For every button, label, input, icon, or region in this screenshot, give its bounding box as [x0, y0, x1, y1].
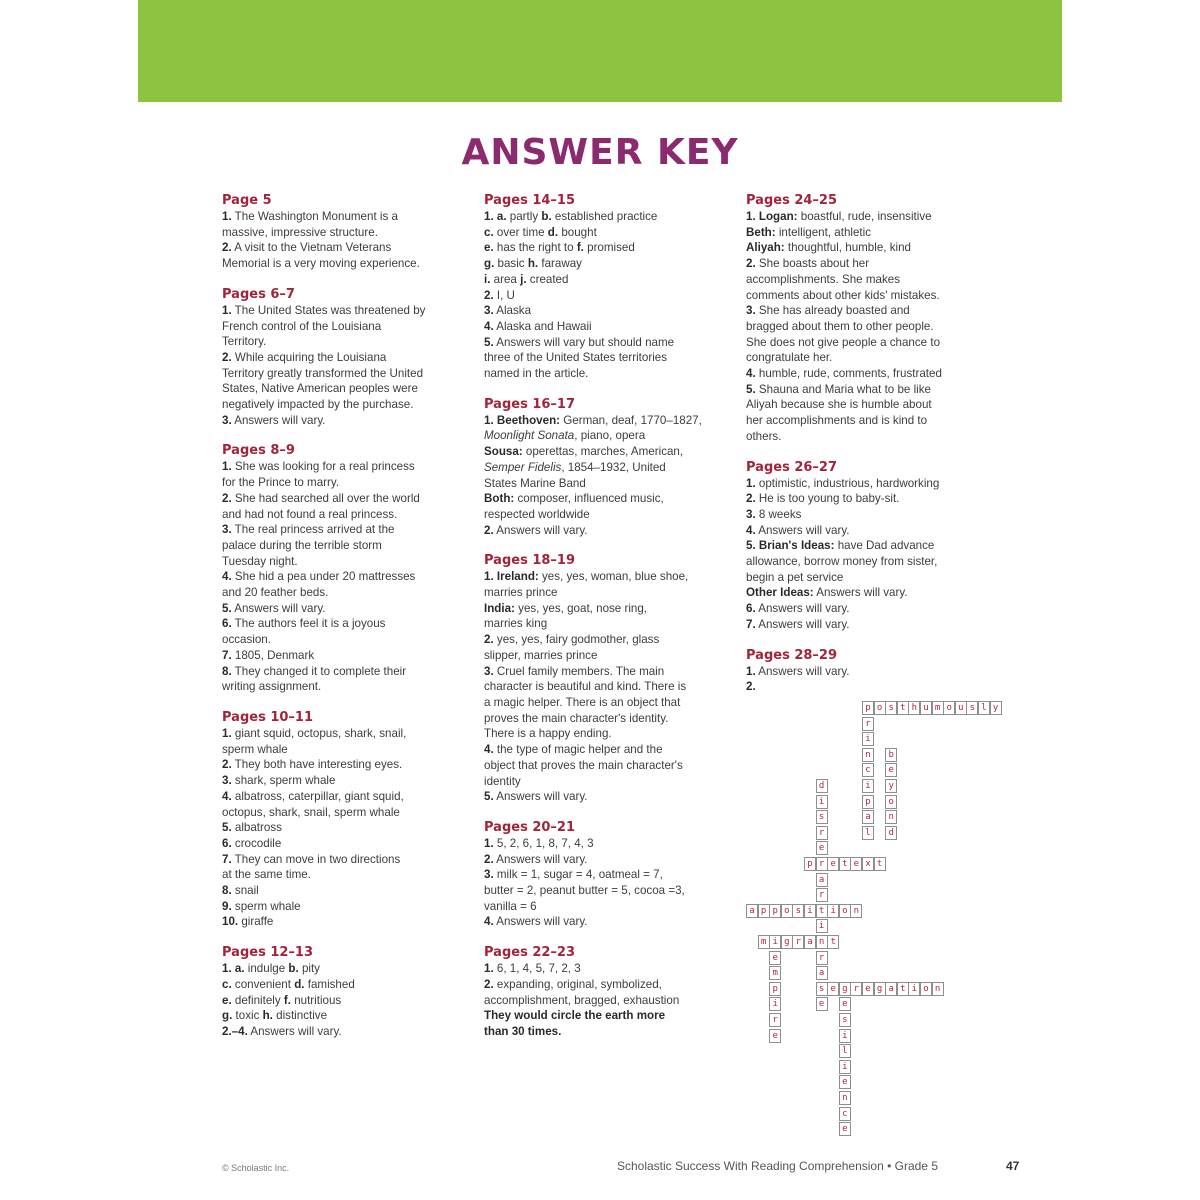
section-heading: Pages 24–25: [746, 193, 838, 208]
answer-line: her accomplishments and is kind to: [746, 414, 928, 428]
answer-line: 2. He is too young to baby-sit.: [746, 492, 900, 506]
section-heading: Pages 26–27: [746, 459, 838, 475]
answer-line: 3. Answers will vary.: [222, 413, 326, 427]
crossword-cell: s: [816, 810, 828, 824]
page-number: 47: [1006, 1159, 1020, 1173]
answer-section: [222, 442, 462, 695]
crossword-cell: i: [862, 779, 874, 793]
crossword-cell: e: [827, 857, 839, 871]
crossword-cell: m: [758, 935, 770, 949]
answer-line: 4. Answers will vary.: [746, 523, 850, 537]
answer-line: 10. giraffe: [222, 915, 274, 929]
answer-line: butter = 2, peanut butter = 5, cocoa =3,: [484, 884, 685, 898]
section-heading: Pages 22–23: [484, 945, 576, 961]
answer-line: Territory greatly transformed the United: [222, 366, 424, 380]
answer-section: [222, 944, 462, 1040]
answer-line: 1. 5, 2, 6, 1, 8, 7, 4, 3: [484, 836, 594, 850]
answer-line: 2. They both have interesting eyes.: [222, 758, 403, 772]
crossword-cell: s: [966, 701, 978, 715]
answer-line: 4. Answers will vary.: [484, 915, 588, 929]
answer-line: respected worldwide: [484, 507, 590, 521]
answer-line: French control of the Louisiana: [222, 319, 382, 333]
answer-line: 7. 1805, Denmark: [222, 648, 315, 662]
answer-line: 1. giant squid, octopus, shark, snail,: [222, 726, 407, 740]
answer-line: others.: [746, 429, 782, 443]
answer-line: 8. snail: [222, 884, 259, 898]
crossword-cell: l: [978, 701, 990, 715]
crossword-cell: p: [769, 982, 781, 996]
crossword-cell: p: [769, 904, 781, 918]
answer-section: [484, 552, 724, 805]
crossword-cell: s: [816, 982, 828, 996]
answer-line: three of the United States territories: [484, 351, 668, 365]
crossword-cell: i: [769, 997, 781, 1011]
crossword-cell: a: [816, 873, 828, 887]
answer-section: [746, 647, 982, 695]
answer-column-2: [484, 192, 724, 1054]
crossword-cell: e: [839, 1075, 851, 1089]
answer-line: object that proves the main character's: [484, 758, 683, 772]
crossword-cell: r: [816, 857, 828, 871]
answer-section: [222, 192, 462, 272]
answer-section: [746, 459, 982, 633]
section-heading: Pages 8–9: [222, 443, 295, 459]
answer-line: 5. Shauna and Maria what to be like: [746, 382, 931, 396]
answer-line: 2. She boasts about her: [746, 257, 870, 271]
answer-line: 7. Answers will vary.: [746, 617, 850, 631]
answer-line: palace during the terrible storm: [222, 538, 382, 552]
answer-line: begin a pet service: [746, 570, 844, 584]
answer-line: slipper, marries prince: [484, 648, 598, 662]
answer-line: She does not give people a chance to: [746, 335, 941, 349]
answer-line: Aliyah because she is humble about: [746, 398, 932, 412]
crossword-cell: a: [816, 966, 828, 980]
answer-line: 1. a. indulge b. pity: [222, 962, 320, 976]
crossword-cell: b: [885, 748, 897, 762]
crossword-cell: e: [816, 841, 828, 855]
copyright-notice: © Scholastic Inc.: [222, 1163, 290, 1173]
crossword-cell: d: [885, 826, 897, 840]
answer-line: 3. shark, sperm whale: [222, 774, 336, 788]
answer-line: 1. The Washington Monument is a: [222, 210, 398, 223]
answer-line: a magic helper. There is an object that: [484, 695, 681, 709]
answer-line: 3. milk = 1, sugar = 4, oatmeal = 7,: [484, 868, 663, 882]
answer-line: 5. Answers will vary.: [484, 790, 588, 804]
answer-line: 4. She hid a pea under 20 mattresses: [222, 570, 416, 584]
crossword-cell: i: [769, 935, 781, 949]
answer-line: marries prince: [484, 586, 558, 600]
section-heading: Pages 18–19: [484, 553, 576, 569]
crossword-cell: r: [816, 888, 828, 902]
answer-line: writing assignment.: [222, 680, 322, 694]
answer-line: identity: [484, 774, 521, 788]
crossword-cell: t: [897, 982, 909, 996]
crossword-cell: r: [769, 1013, 781, 1027]
crossword-cell: p: [758, 904, 770, 918]
crossword-cell: r: [850, 982, 862, 996]
answer-line: Semper Fidelis, 1854–1932, United: [484, 460, 666, 474]
answer-line: 5. albatross: [222, 821, 282, 835]
crossword-cell: e: [827, 982, 839, 996]
crossword-cell: i: [908, 982, 920, 996]
section-heading: Pages 14–15: [484, 193, 576, 208]
crossword-cell: o: [920, 982, 932, 996]
answer-line: 6. The authors feel it is a joyous: [222, 617, 386, 631]
answer-line: g. basic h. faraway: [484, 257, 582, 271]
crossword-cell: i: [827, 904, 839, 918]
crossword-cell: c: [839, 1107, 851, 1121]
answer-line: negatively impacted by the purchase.: [222, 398, 414, 412]
answer-section: [746, 192, 982, 445]
answer-line: Both: composer, influenced music,: [484, 492, 664, 506]
answer-line: There is a happy ending.: [484, 727, 612, 741]
crossword-cell: x: [862, 857, 874, 871]
crossword-cell: i: [839, 1029, 851, 1043]
answer-line: octopus, shark, snail, sperm whale: [222, 805, 400, 819]
crossword-cell: y: [990, 701, 1002, 715]
crossword-cell: g: [781, 935, 793, 949]
answer-line: They would circle the earth more: [484, 1009, 666, 1023]
crossword-cell: e: [769, 951, 781, 965]
answer-line: 2. While acquiring the Louisiana: [222, 350, 387, 364]
answer-line: Sousa: operettas, marches, American,: [484, 445, 684, 459]
crossword-cell: o: [781, 904, 793, 918]
answer-line: Other Ideas: Answers will vary.: [746, 586, 908, 600]
crossword-cell: u: [955, 701, 967, 715]
answer-line: character is beautiful and kind. There is: [484, 680, 687, 694]
answer-line: accomplishment, bragged, exhaustion: [484, 993, 680, 1007]
crossword-cell: r: [816, 826, 828, 840]
answer-line: sperm whale: [222, 742, 288, 756]
crossword-cell: l: [862, 826, 874, 840]
answer-line: 6. crocodile: [222, 836, 282, 850]
answer-line: vanilla = 6: [484, 899, 537, 913]
answer-line: 7. They can move in two directions: [222, 852, 401, 866]
crossword-cell: t: [897, 701, 909, 715]
answer-line: 2.: [746, 680, 756, 694]
crossword-cell: s: [839, 1013, 851, 1027]
crossword-cell: h: [908, 701, 920, 715]
answer-line: States, Native American peoples were: [222, 382, 418, 396]
answer-line: 2. Answers will vary.: [484, 852, 588, 866]
answer-line: comments about other kids' mistakes.: [746, 288, 940, 302]
crossword-cell: d: [816, 779, 828, 793]
answer-line: 5. Answers will vary but should name: [484, 335, 675, 349]
crossword-cell: s: [792, 904, 804, 918]
answer-line: 3. The real princess arrived at the: [222, 523, 395, 537]
answer-line: 1. Answers will vary.: [746, 664, 850, 678]
answer-line: 1. She was looking for a real princess: [222, 460, 415, 474]
answer-line: 2. She had searched all over the world: [222, 491, 420, 505]
answer-section: [484, 944, 724, 1040]
answer-key-page: [138, 0, 1062, 1200]
answer-line: 8. They changed it to complete their: [222, 664, 407, 678]
answer-line: 2. A visit to the Vietnam Veterans: [222, 241, 392, 255]
answer-line: 2. yes, yes, fairy godmother, glass: [484, 633, 660, 647]
crossword-cell: a: [746, 904, 758, 918]
answer-line: Memorial is a very moving experience.: [222, 257, 420, 271]
answer-line: occasion.: [222, 633, 271, 647]
crossword-cell: m: [932, 701, 944, 715]
answer-line: 6. Answers will vary.: [746, 602, 850, 616]
answer-line: i. area j. created: [484, 272, 569, 286]
answer-line: c. convenient d. famished: [222, 977, 355, 991]
answer-line: 1. Beethoven: German, deaf, 1770–1827,: [484, 413, 702, 427]
answer-line: Moonlight Sonata, piano, opera: [484, 429, 646, 443]
answer-line: 1. a. partly b. established practice: [484, 210, 658, 223]
answer-line: proves the main character's identity.: [484, 711, 669, 725]
crossword-cell: t: [839, 857, 851, 871]
answer-line: 5. Brian's Ideas: have Dad advance: [746, 539, 935, 553]
section-heading: Pages 6–7: [222, 286, 295, 302]
answer-line: 1. Logan: boastful, rude, insensitive: [746, 210, 932, 223]
answer-line: massive, impressive structure.: [222, 225, 378, 239]
crossword-cell: a: [804, 935, 816, 949]
answer-section: [484, 192, 724, 382]
crossword-cell: n: [816, 935, 828, 949]
crossword-cell: g: [839, 982, 851, 996]
crossword-cell: e: [862, 982, 874, 996]
crossword-cell: e: [816, 997, 828, 1011]
answer-line: 4. the type of magic helper and the: [484, 743, 663, 757]
answer-line: congratulate her.: [746, 351, 833, 365]
answer-line: 3. Cruel family members. The main: [484, 664, 665, 678]
page-title: ANSWER KEY: [461, 132, 739, 173]
crossword-cell: n: [862, 748, 874, 762]
crossword-cell: e: [839, 1122, 851, 1136]
answer-line: named in the article.: [484, 367, 589, 381]
section-heading: Page 5: [222, 193, 272, 208]
crossword-cell: n: [932, 982, 944, 996]
answer-line: for the Prince to marry.: [222, 476, 340, 490]
answer-line: 5. Answers will vary.: [222, 601, 326, 615]
answer-line: 4. humble, rude, comments, frustrated: [746, 367, 942, 381]
answer-column-1: [222, 192, 462, 1054]
crossword-cell: m: [769, 966, 781, 980]
crossword-cell: i: [862, 732, 874, 746]
crossword-cell: c: [862, 763, 874, 777]
crossword-cell: e: [850, 857, 862, 871]
crossword-cell: t: [874, 857, 886, 871]
answer-line: c. over time d. bought: [484, 225, 597, 239]
book-title-footer: Scholastic Success With Reading Comprehension • Grade 5: [616, 1159, 938, 1173]
answer-line: 3. 8 weeks: [746, 507, 802, 521]
answer-line: 4. Alaska and Hawaii: [484, 319, 592, 333]
crossword-cell: t: [827, 935, 839, 949]
crossword-cell: a: [885, 982, 897, 996]
answer-line: Territory.: [222, 335, 267, 349]
crossword-cell: n: [885, 810, 897, 824]
answer-line: 2. expanding, original, symbolized,: [484, 977, 662, 991]
crossword-cell: i: [816, 919, 828, 933]
answer-line: at the same time.: [222, 868, 311, 882]
answer-section: [222, 286, 462, 429]
crossword-cell: e: [839, 997, 851, 1011]
answer-line: g. toxic h. distinctive: [222, 1009, 328, 1023]
answer-line: 3. She has already boasted and: [746, 304, 910, 318]
answer-line: 2. Answers will vary.: [484, 523, 588, 537]
crossword-cell: i: [804, 904, 816, 918]
answer-line: allowance, borrow money from sister,: [746, 555, 938, 569]
answer-line: 1. The United States was threatened by: [222, 303, 426, 317]
crossword-cell: t: [816, 904, 828, 918]
section-heading: Pages 20–21: [484, 819, 576, 835]
crossword-cell: s: [885, 701, 897, 715]
answer-line: 1. Ireland: yes, yes, woman, blue shoe,: [484, 570, 689, 584]
answer-line: e. definitely f. nutritious: [222, 993, 342, 1007]
answer-line: e. has the right to f. promised: [484, 241, 635, 255]
crossword-cell: p: [862, 701, 874, 715]
crossword-cell: a: [862, 810, 874, 824]
crossword-cell: p: [862, 795, 874, 809]
section-heading: Pages 16–17: [484, 396, 576, 412]
crossword-cell: r: [816, 951, 828, 965]
answer-line: 9. sperm whale: [222, 899, 301, 913]
answer-section: [484, 819, 724, 930]
crossword-cell: o: [839, 904, 851, 918]
crossword-cell: u: [920, 701, 932, 715]
answer-section: [222, 709, 462, 930]
crossword-cell: y: [885, 779, 897, 793]
crossword-cell: o: [885, 795, 897, 809]
crossword-cell: n: [850, 904, 862, 918]
answer-line: accomplishments. She makes: [746, 272, 901, 286]
answer-line: India: yes, yes, goat, nose ring,: [484, 601, 648, 615]
answer-line: Tuesday night.: [222, 554, 298, 568]
answer-line: States Marine Band: [484, 476, 586, 490]
section-heading: Pages 12–13: [222, 945, 314, 961]
answer-line: Aliyah: thoughtful, humble, kind: [746, 241, 911, 255]
section-heading: Pages 10–11: [222, 709, 314, 725]
crossword-cell: n: [839, 1091, 851, 1105]
answer-section: [484, 396, 724, 539]
answer-line: Beth: intelligent, athletic: [746, 225, 872, 239]
answer-line: and had not found a real princess.: [222, 507, 398, 521]
section-heading: Pages 28–29: [746, 647, 838, 663]
answer-line: than 30 times.: [484, 1024, 562, 1038]
header-banner: [138, 0, 1062, 102]
answer-line: 2.–4. Answers will vary.: [222, 1024, 342, 1038]
crossword-cell: l: [839, 1044, 851, 1058]
answer-line: 4. albatross, caterpillar, giant squid,: [222, 789, 404, 803]
crossword-cell: e: [885, 763, 897, 777]
crossword-cell: i: [816, 795, 828, 809]
crossword-cell: r: [792, 935, 804, 949]
crossword-cell: g: [874, 982, 886, 996]
crossword-cell: o: [943, 701, 955, 715]
answer-line: 2. I, U: [484, 288, 515, 302]
answer-line: 1. 6, 1, 4, 5, 7, 2, 3: [484, 962, 581, 976]
crossword-cell: e: [769, 1029, 781, 1043]
answer-line: bragged about them to other people.: [746, 319, 934, 333]
crossword-cell: o: [874, 701, 886, 715]
crossword-cell: i: [839, 1060, 851, 1074]
answer-line: 1. optimistic, industrious, hardworking: [746, 476, 940, 490]
answer-line: and 20 feather beds.: [222, 586, 329, 600]
crossword-cell: p: [804, 857, 816, 871]
answer-line: 3. Alaska: [484, 304, 532, 318]
answer-column-3: [746, 192, 982, 709]
crossword-cell: r: [862, 717, 874, 731]
answer-line: marries king: [484, 617, 548, 631]
